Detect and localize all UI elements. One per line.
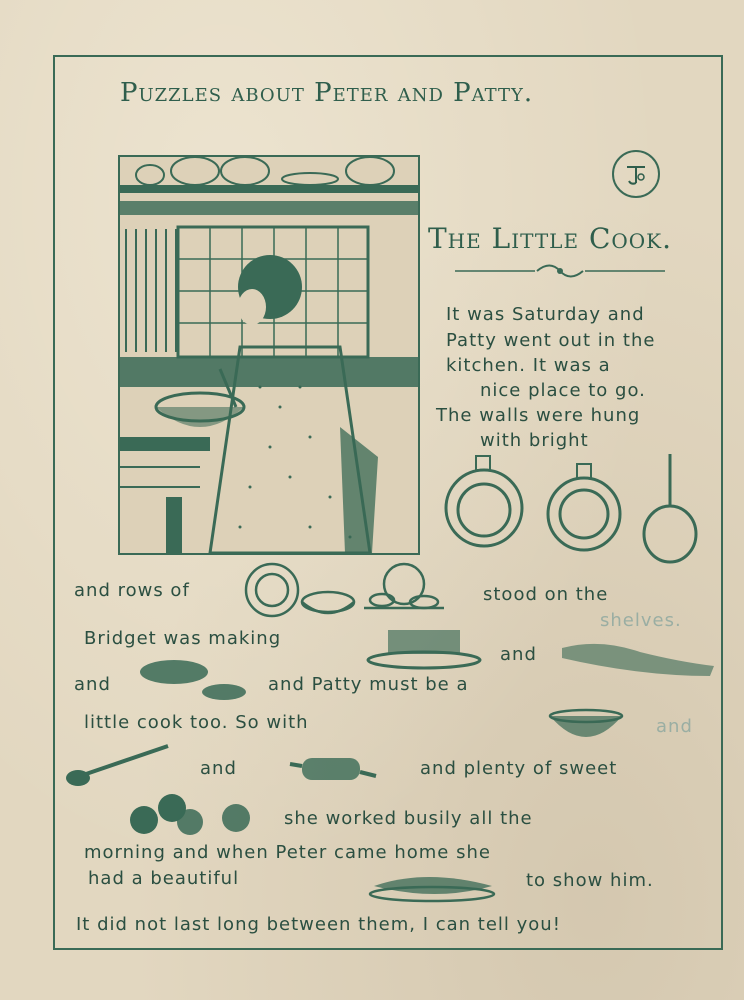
pie-icon xyxy=(366,868,500,904)
story-line: and plenty of sweet xyxy=(420,758,618,779)
story-line: morning and when Peter came home she xyxy=(84,842,491,863)
story-line: had a beautiful xyxy=(88,868,240,889)
pies-icon xyxy=(560,638,716,678)
story-line: to show him. xyxy=(526,870,654,891)
story-line: and xyxy=(74,674,111,695)
story-line: she worked busily all the xyxy=(284,808,533,829)
rolling-pin-icon xyxy=(288,752,378,786)
story-line: It did not last long between them, I can tell you! xyxy=(76,914,561,935)
dishes-icon xyxy=(244,562,454,622)
page-title: Puzzles about Peter and Patty. xyxy=(120,78,534,108)
story-line: kitchen. It was a xyxy=(446,355,611,376)
story-line: The walls were hung xyxy=(436,405,641,426)
story-line: and xyxy=(656,716,693,737)
tarts-icon xyxy=(138,654,250,702)
monogram-icon xyxy=(612,150,660,198)
story-line: stood on the xyxy=(483,584,609,605)
story-line: Bridget was making xyxy=(84,628,282,649)
story-line: and xyxy=(500,644,537,665)
apples-icon xyxy=(124,792,264,838)
flourish-ornament xyxy=(455,262,665,280)
cake-icon xyxy=(366,624,482,672)
story-line: with bright xyxy=(480,430,589,451)
story-line: and Patty must be a xyxy=(268,674,469,695)
story-line: It was Saturday and xyxy=(446,304,645,325)
story-line: little cook too. So with xyxy=(84,712,309,733)
story-line: nice place to go. xyxy=(480,380,646,401)
kitchen-illustration xyxy=(118,155,420,555)
spoon-icon xyxy=(64,742,172,790)
story-line: shelves. xyxy=(600,610,682,631)
story-line: and xyxy=(200,758,237,779)
story-line: Patty went out in the xyxy=(446,330,656,351)
bowl-icon xyxy=(548,708,624,748)
story-line: and rows of xyxy=(74,580,190,601)
story-title: The Little Cook. xyxy=(428,222,673,255)
pans-icon xyxy=(440,452,710,564)
